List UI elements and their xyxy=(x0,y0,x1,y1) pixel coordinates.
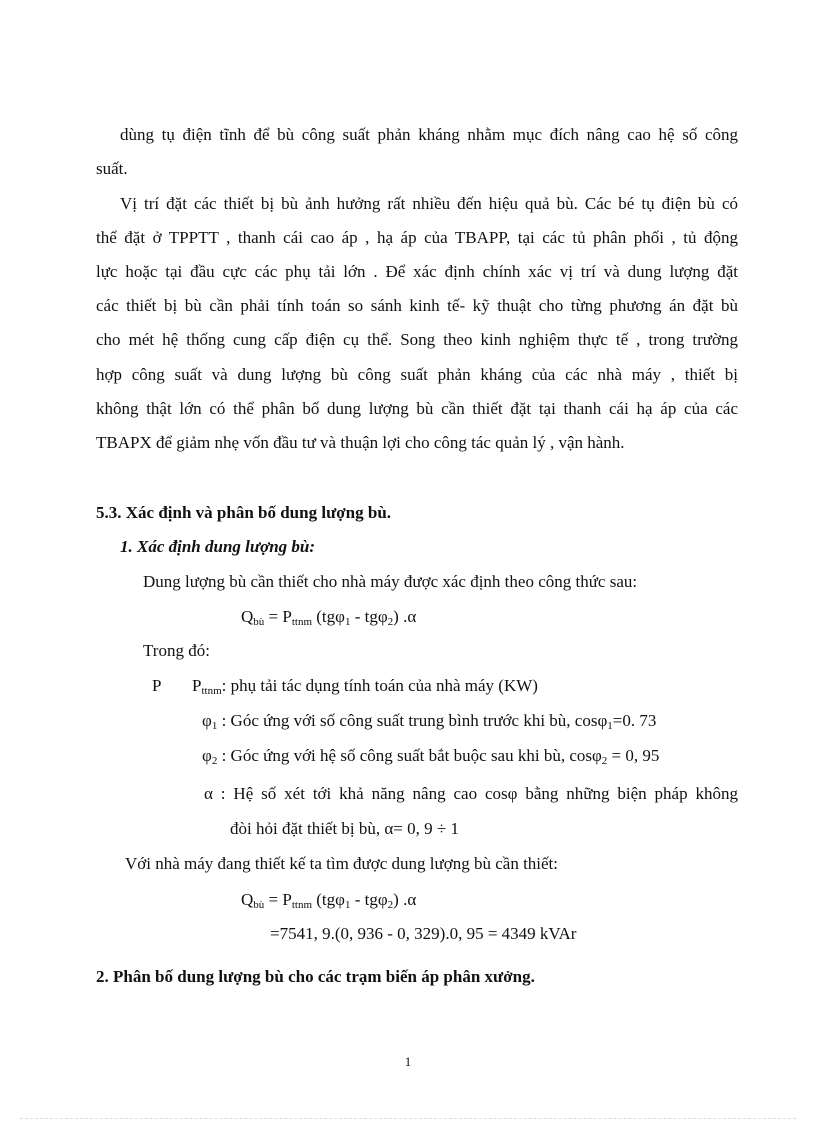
para1-line1: dùng tụ điện tĩnh để bù công suất phản kháng nhằm mục đích nâng cao hệ số công xyxy=(120,125,738,144)
subsection-heading-2: 2. Phân bố dung lượng bù cho các trạm biến áp phân xưởng. xyxy=(96,967,535,986)
def-alpha-line2: đòi hỏi đặt thiết bị bù, α= 0, 9 ÷ 1 xyxy=(230,819,459,838)
subsection-heading-1: 1. Xác định dung lượng bù: xyxy=(120,537,316,556)
para2-line5: cho mét hệ thống cung cấp điện cụ thể. Song theo kinh nghiệm thực tế , trong trường xyxy=(96,330,738,349)
para2-line6: hợp công suất và dung lượng bù công suất phản kháng của các nhà máy , thiết bị xyxy=(96,365,738,384)
def-phi2-line: $\varphi_2$ : Góc ứng với hệ số công suất bắt buộc sau khi bù, cosφ$_2$ = 0, 95 xyxy=(202,746,660,767)
para1-line2: suất. xyxy=(96,159,128,178)
formula-2: $Q_{bù} = P_{ttnm}$ (tgφ$_1$ - tgφ$_2$) .α xyxy=(241,890,417,911)
para2-line3: lực hoặc tại đầu cực các phụ tải lớn . Để xác định chính xác vị trí và dung lượng đặt xyxy=(96,262,738,281)
page-bottom-divider xyxy=(20,1118,796,1119)
with-line: Với nhà máy đang thiết kế ta tìm được dung lượng bù cần thiết: xyxy=(125,854,559,873)
para2-line4: các thiết bị bù cần phải tính toán so sánh kinh tế- kỹ thuật cho từng phương án đặt bù xyxy=(96,296,738,315)
def-phi1-line: $\varphi_1$ : Góc ứng với số công suất trung bình trước khi bù, cosφ$_1$=0. 73 xyxy=(202,711,657,732)
para2-line8: TBAPX để giảm nhẹ vốn đầu tư và thuận lợi cho công tác quản lý , vận hành. xyxy=(96,433,625,452)
result-line: =7541, 9.(0, 936 - 0, 329).0, 95 = 4349 kVAr xyxy=(270,924,577,943)
para2-line2: thể đặt ở TPPTT , thanh cái cao áp , hạ áp của TBAPP, tại các tủ phân phối , tủ động xyxy=(96,228,738,247)
trong-do-label: Trong đó: xyxy=(143,641,210,660)
def-p-letter: P xyxy=(152,676,162,695)
formula-1: $Q_{bù} = P_{ttnm}$ (tgφ$_1$ - tgφ$_2$) .α xyxy=(241,607,417,628)
def-alpha-line: α : Hệ số xét tới khả năng nâng cao cosφ bằng những biện pháp không xyxy=(204,784,738,803)
intro-line: Dung lượng bù cần thiết cho nhà máy được xác định theo công thức sau: xyxy=(143,572,638,591)
para2-line7: không thật lớn có thể phân bố dung lượng bù cần thiết đặt tại thanh cái hạ áp của các xyxy=(96,399,738,418)
para2-line1: Vị trí đặt các thiết bị bù ảnh hưởng rất nhiều đến hiệu quả bù. Các bé tụ điện bù có xyxy=(120,194,738,213)
def-p-line: $P_{ttnm}$: phụ tải tác dụng tính toán của nhà máy (KW) xyxy=(192,676,538,697)
page-number: 1 xyxy=(404,1054,412,1069)
section-heading: 5.3. Xác định và phân bố dung lượng bù. xyxy=(96,503,392,522)
